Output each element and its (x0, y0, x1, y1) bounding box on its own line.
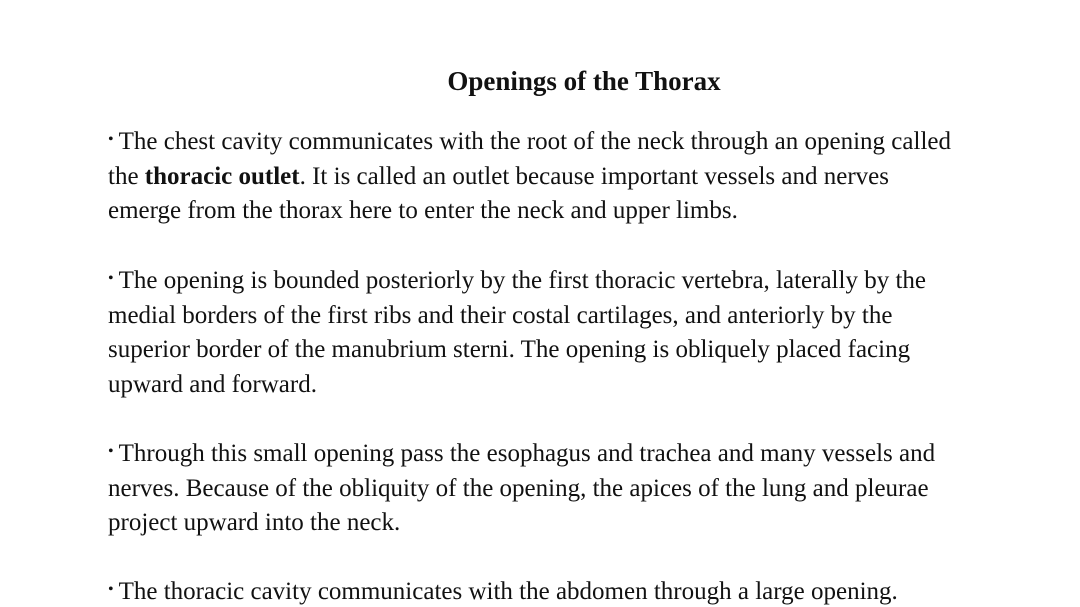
line-text: project upward into the neck. (108, 509, 401, 537)
line-text: . It is called an outlet because important vessels and nerves (299, 162, 890, 190)
bullet-paragraph-outlet (108, 123, 1080, 229)
bullet-icon: • (108, 443, 114, 460)
paragraph-line (108, 506, 1080, 541)
slide-title: Openings of the Thorax (447, 66, 721, 96)
paragraph-line (108, 472, 1080, 507)
line-text: emerge from the thorax here to enter the neck and upper limbs. (108, 197, 738, 225)
paragraph-line (108, 368, 1080, 403)
line-text: The opening is bounded posteriorly by the first thoracic vertebra, laterally by the (118, 267, 926, 294)
paragraph-line (108, 333, 1080, 368)
bullet-paragraph-contents (108, 435, 1080, 541)
line-text: upward and forward. (108, 370, 317, 398)
line-text: The chest cavity communicates with the root of the neck through an opening called (118, 128, 951, 155)
bullet-paragraph-abdomen (108, 573, 1080, 607)
line-text: Through this small opening pass the esophagus and trachea and many vessels and (118, 440, 936, 467)
paragraph-line (108, 573, 1080, 607)
paragraph-line (108, 435, 1080, 472)
line-text: medial borders of the first ribs and their costal cartilages, and anteriorly by the (108, 301, 893, 329)
line-text: The thoracic cavity communicates with the abdomen through a large opening. (118, 578, 898, 605)
line-text: superior border of the manubrium sterni. The opening is obliquely placed facing (108, 336, 911, 364)
bullet-paragraph-boundaries (108, 262, 1080, 402)
paragraph-line (108, 160, 1080, 195)
paragraph-line (108, 299, 1080, 334)
paragraph-line (108, 194, 1080, 229)
bullet-icon: • (108, 581, 114, 598)
paragraph-line (108, 123, 1080, 160)
line-text: nerves. Because of the obliquity of the opening, the apices of the lung and pleurae (108, 474, 929, 502)
bullet-icon: • (108, 131, 114, 148)
line-text: the (108, 162, 145, 190)
paragraph-line (108, 262, 1080, 299)
bullet-icon: • (108, 270, 114, 287)
term-thoracic-outlet: thoracic outlet (144, 162, 300, 190)
